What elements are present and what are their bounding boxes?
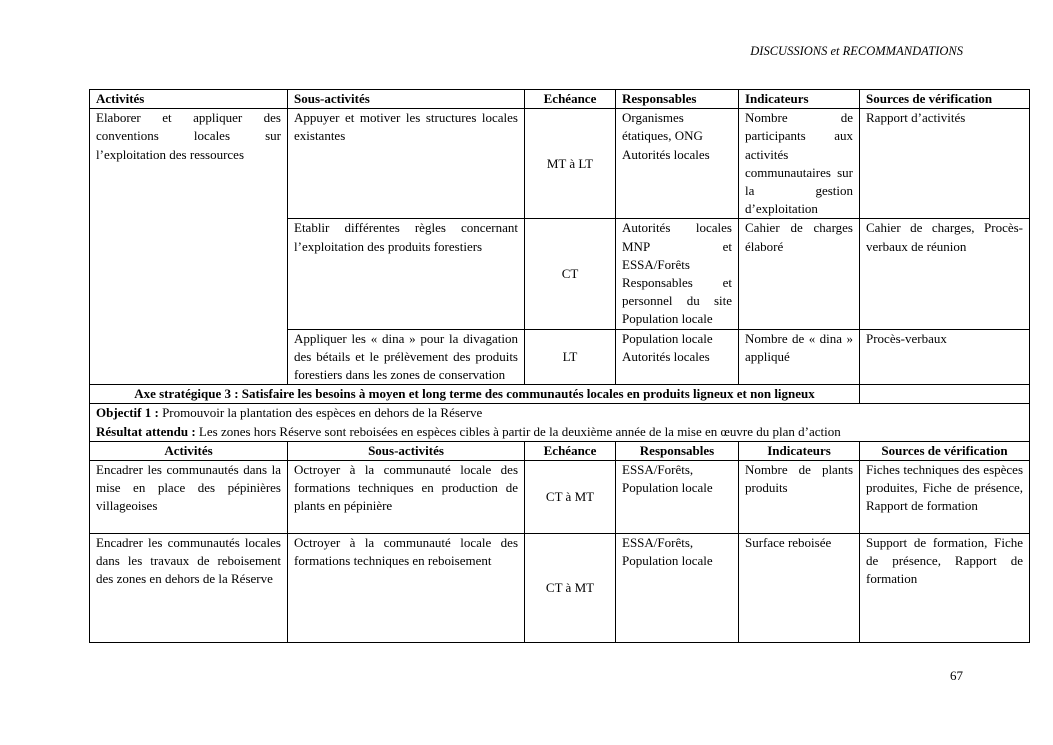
col-header-indicateurs: Indicateurs — [739, 90, 860, 109]
col-header-responsables: Responsables — [616, 90, 739, 109]
col-header-activites: Activités — [90, 441, 288, 460]
activity-cell: Elaborer et appliquer des conventions locales sur l’exploitation des ressources — [90, 109, 288, 385]
table1-header-row — [90, 90, 1030, 109]
responsables-cell: ESSA/Forêts, Population locale — [616, 534, 739, 643]
deadline-cell: CT à MT — [525, 461, 616, 534]
col-header-sources: Sources de vérification — [860, 441, 1030, 460]
sub-activity-cell: Appuyer et motiver les structures locales existantes — [288, 109, 525, 219]
col-header-echeance: Echéance — [525, 441, 616, 460]
objective-cell — [90, 404, 1030, 441]
sub-activity-cell: Octroyer à la communauté locale des formations techniques en production de plants en pépinière — [288, 461, 525, 534]
result-line — [96, 423, 1023, 441]
responsables-cell: Autorités locales MNP et ESSA/Forêts Responsables et personnel du site Population locale — [616, 219, 739, 329]
table-row — [90, 534, 1030, 643]
col-header-activites: Activités — [90, 90, 288, 109]
col-header-echeance: Echéance — [525, 90, 616, 109]
deadline-cell: CT à MT — [525, 534, 616, 643]
result-label: Résultat attendu : — [96, 423, 196, 439]
sources-cell: Fiches techniques des espèces produites, Fiche de présence, Rapport de formation — [860, 461, 1030, 534]
table-row — [90, 109, 1030, 219]
col-header-sous-activites: Sous-activités — [288, 90, 525, 109]
sources-cell: Rapport d’activités — [860, 109, 1030, 219]
indicateurs-cell: Nombre de participants aux activités communautaires sur la gestion d’exploitation — [739, 109, 860, 219]
deadline-cell: MT à LT — [525, 109, 616, 219]
action-plan-table — [89, 89, 1030, 643]
responsables-cell: ESSA/Forêts, Population locale — [616, 461, 739, 534]
sub-activity-cell: Etablir différentes règles concernant l’exploitation des produits forestiers — [288, 219, 525, 329]
objective-row — [90, 404, 1030, 441]
axis-title: Axe stratégique 3 : Satisfaire les besoins à moyen et long terme des communautés locales en produits ligneux et non ligneux — [90, 385, 860, 404]
axis-row — [90, 385, 1030, 404]
responsables-cell: Population locale Autorités locales — [616, 329, 739, 385]
responsables-cell: Organismes étatiques, ONG Autorités locales — [616, 109, 739, 219]
objective-text: Promouvoir la plantation des espèces en dehors de la Réserve — [158, 405, 483, 421]
col-header-responsables: Responsables — [616, 441, 739, 460]
deadline-cell: LT — [525, 329, 616, 385]
sources-cell: Support de formation, Fiche de présence, Rapport de formation — [860, 534, 1030, 643]
result-text: Les zones hors Réserve sont reboisées en espèces cibles à partir de la deuxième année de la mise en œuvre du plan d’action — [195, 423, 841, 439]
col-header-sources: Sources de vérification — [860, 90, 1030, 109]
sub-activity-cell: Appliquer les « dina » pour la divagation des bétails et le prélèvement des produits forestiers dans les zones de conservation — [288, 329, 525, 385]
sources-cell: Cahier de charges, Procès-verbaux de réunion — [860, 219, 1030, 329]
deadline-cell: CT — [525, 219, 616, 329]
indicateurs-cell: Surface reboisée — [739, 534, 860, 643]
indicateurs-cell: Nombre de « dina » appliqué — [739, 329, 860, 385]
activity-cell: Encadrer les communautés dans la mise en place des pépinières villageoises — [90, 461, 288, 534]
table2-header-row — [90, 441, 1030, 460]
axis-empty-cell — [860, 385, 1030, 404]
page-number: 67 — [950, 668, 963, 683]
indicateurs-cell: Cahier de charges élaboré — [739, 219, 860, 329]
sub-activity-cell: Octroyer à la communauté locale des formations techniques en reboisement — [288, 534, 525, 643]
col-header-indicateurs: Indicateurs — [739, 441, 860, 460]
sources-cell: Procès-verbaux — [860, 329, 1030, 385]
objective-line — [96, 404, 1023, 422]
indicateurs-cell: Nombre de plants produits — [739, 461, 860, 534]
objective-label: Objectif 1 : — [96, 405, 159, 421]
section-header: DISCUSSIONS et RECOMMANDATIONS — [750, 44, 963, 58]
table-row — [90, 461, 1030, 534]
activity-cell: Encadrer les communautés locales dans les travaux de reboisement des zones en dehors de la Réserve — [90, 534, 288, 643]
col-header-sous-activites: Sous-activités — [288, 441, 525, 460]
